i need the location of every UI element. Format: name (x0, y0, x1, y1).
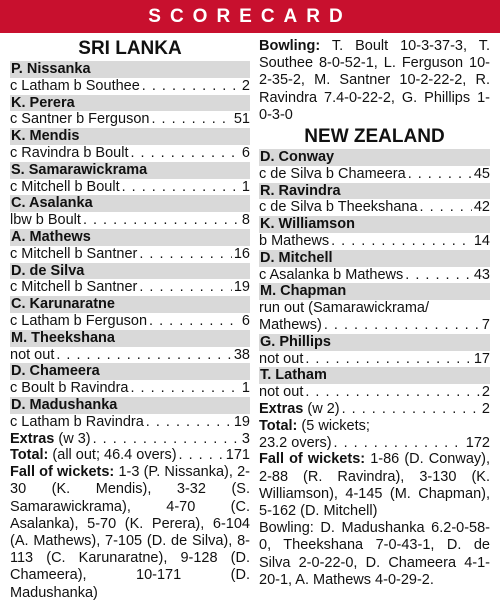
batter-entry (10, 397, 250, 431)
batter-dismissal: c Latham b Ferguson (10, 312, 148, 329)
batter-entry (10, 229, 250, 263)
batter-entry (10, 195, 250, 229)
batter-dismissal: lbw b Boult (10, 212, 81, 229)
batter-entry (259, 283, 490, 333)
fall-of-wickets (259, 451, 490, 520)
batter-runs: 2 (481, 384, 490, 401)
nz-bowling-figures (259, 38, 490, 124)
batter-name: D. Mitchell (259, 250, 490, 267)
batter-runs: 38 (233, 346, 250, 363)
total-value: 172 (465, 434, 490, 451)
total-detail-cont: 23.2 overs) (259, 434, 332, 451)
batter-dismissal: c Mitchell b Boult (10, 178, 120, 195)
extras-label: Extras (10, 430, 55, 447)
extras-row (10, 431, 250, 448)
batter-dismissal: c Latham b Southee (10, 77, 140, 94)
batter-name: M. Theekshana (10, 330, 250, 347)
batter-entry (259, 149, 490, 183)
batter-name: D. de Silva (10, 263, 250, 280)
batter-runs: 45 (473, 165, 490, 182)
batter-dismissal: c Santner b Ferguson (10, 111, 150, 128)
batter-dismissal: not out (10, 346, 55, 363)
batter-entry (10, 95, 250, 129)
bowling-label: Bowling: (259, 520, 314, 537)
scorecard-header (0, 0, 500, 33)
batter-entry (10, 363, 250, 397)
fow-text: 1-86 (D. Conway), 2-88 (R. Ravindra), 3-130 (K. Williamson), 4-145 (M. Chapman), 5-162 (D. Mitchell) (259, 451, 490, 519)
batter-dismissal: c de Silva b Chameera (259, 165, 406, 182)
batter-entry (259, 183, 490, 217)
batter-name: R. Ravindra (259, 183, 490, 200)
batter-entry (10, 162, 250, 196)
batter-entry (10, 128, 250, 162)
batter-dismissal: b Mathews (259, 233, 330, 249)
sri-lanka-title: SRI LANKA (78, 38, 182, 59)
extras-row (259, 401, 490, 418)
extras-label: Extras (259, 400, 304, 417)
new-zealand-column (259, 38, 490, 589)
batter-name: G. Phillips (259, 334, 490, 351)
batter-runs: 6 (241, 144, 250, 161)
batter-dismissal: c Boult b Ravindra (10, 380, 129, 397)
batter-name: D. Conway (259, 149, 490, 166)
batter-runs: 2 (241, 77, 250, 94)
batter-dismissal: c Ravindra b Boult (10, 144, 129, 161)
batter-dismissal: c Asalanka b Mathews (259, 266, 404, 283)
batter-dismissal: c Latham b Ravindra (10, 413, 144, 430)
batter-name: D. Chameera (10, 363, 250, 380)
batter-dismissal: run out (Samarawickrama/ (259, 300, 430, 317)
batter-runs: 17 (473, 350, 490, 367)
sl-bowling-figures (259, 520, 490, 589)
batter-entry (259, 216, 490, 250)
batter-runs: 42 (473, 199, 490, 216)
batter-dismissal: c Mitchell b Santner (10, 245, 138, 262)
batter-runs: 19 (233, 279, 250, 296)
batter-runs: 7 (481, 316, 490, 333)
batter-dismissal: not out (259, 350, 304, 367)
batter-name: D. Madushanka (10, 397, 250, 414)
batter-name: M. Chapman (259, 283, 490, 300)
batter-dismissal: c Mitchell b Santner (10, 279, 138, 296)
extras-value: 3 (241, 430, 250, 447)
bowling-label: Bowling: (259, 38, 321, 54)
batter-name: C. Asalanka (10, 195, 250, 212)
batter-name: T. Latham (259, 367, 490, 384)
batter-runs: 1 (241, 380, 250, 397)
batter-entry (259, 367, 490, 401)
batter-runs: 6 (241, 312, 250, 329)
batter-runs: 8 (241, 212, 250, 229)
total-row (259, 418, 490, 435)
total-row-cont (259, 435, 490, 452)
batter-name: S. Samarawickrama (10, 162, 250, 179)
new-zealand-batting (259, 149, 490, 451)
total-value: 171 (225, 447, 250, 464)
batter-dismissal: not out (259, 384, 304, 401)
fow-label: Fall of wickets: (10, 464, 115, 481)
batter-dismissal: c de Silva b Theekshana (259, 199, 418, 216)
extras-detail: (w 2) (307, 400, 340, 417)
batter-runs: 51 (233, 111, 250, 128)
batter-name: K. Mendis (10, 128, 250, 145)
batter-name: K. Perera (10, 95, 250, 112)
fow-text: 1-3 (P. Nissanka), 2-30 (K. Mendis), 3-32 (S. Samarawickrama), 4-70 (C. Asalanka), 5-70 (K. Perera), 6-104 (A. Mathews), 7-105 (D. de Silva), 8-113 (C. Karunaratne), 9-128 (D. Chameera), 10-171 (D. Madushanka) (10, 464, 250, 601)
bowling-text: D. Madushanka 6.2-0-58-0, Theekshana 7-0-43-1, D. de Silva 2-0-22-0, D. Chameera 4-1-20-1, A. Mathews 4-0-29-2. (259, 520, 490, 588)
batter-entry (10, 296, 250, 330)
new-zealand-title: NEW ZEALAND (304, 126, 445, 148)
total-label: Total: (259, 417, 298, 434)
bowling-text: T. Boult 10-3-37-3, T. Southee 8-0-52-1, L. Ferguson 10-2-35-2, M. Santner 10-2-22-2, R. Ravindra 7.4-0-22-2, G. Phillips 1-0-3-0 (259, 38, 490, 123)
total-detail: (all out; 46.4 overs) (52, 447, 177, 464)
batter-name: K. Williamson (259, 216, 490, 233)
batter-entry (259, 334, 490, 368)
fall-of-wickets (10, 464, 250, 602)
batter-entry (259, 250, 490, 284)
total-detail: (5 wickets; (301, 417, 370, 434)
batter-runs: 19 (233, 413, 250, 430)
batter-name: C. Karunaratne (10, 296, 250, 313)
batter-entry (10, 263, 250, 297)
scorecard-title: SCORECARD (148, 5, 352, 27)
batter-runs: 1 (241, 178, 250, 195)
batter-runs: 14 (473, 233, 490, 249)
sri-lanka-batting (10, 61, 250, 464)
total-label: Total: (10, 447, 49, 464)
extras-value: 2 (481, 400, 490, 417)
fow-label: Fall of wickets: (259, 451, 366, 468)
batter-runs: 43 (473, 266, 490, 283)
batter-runs: 16 (233, 245, 250, 262)
batter-dismissal-cont: Mathews) (259, 316, 322, 333)
batter-name: P. Nissanka (10, 61, 250, 78)
batter-entry (10, 330, 250, 364)
batter-name: A. Mathews (10, 229, 250, 246)
extras-detail: (w 3) (58, 430, 91, 447)
sri-lanka-column (10, 38, 250, 602)
batter-entry (10, 61, 250, 95)
total-row (10, 447, 250, 464)
